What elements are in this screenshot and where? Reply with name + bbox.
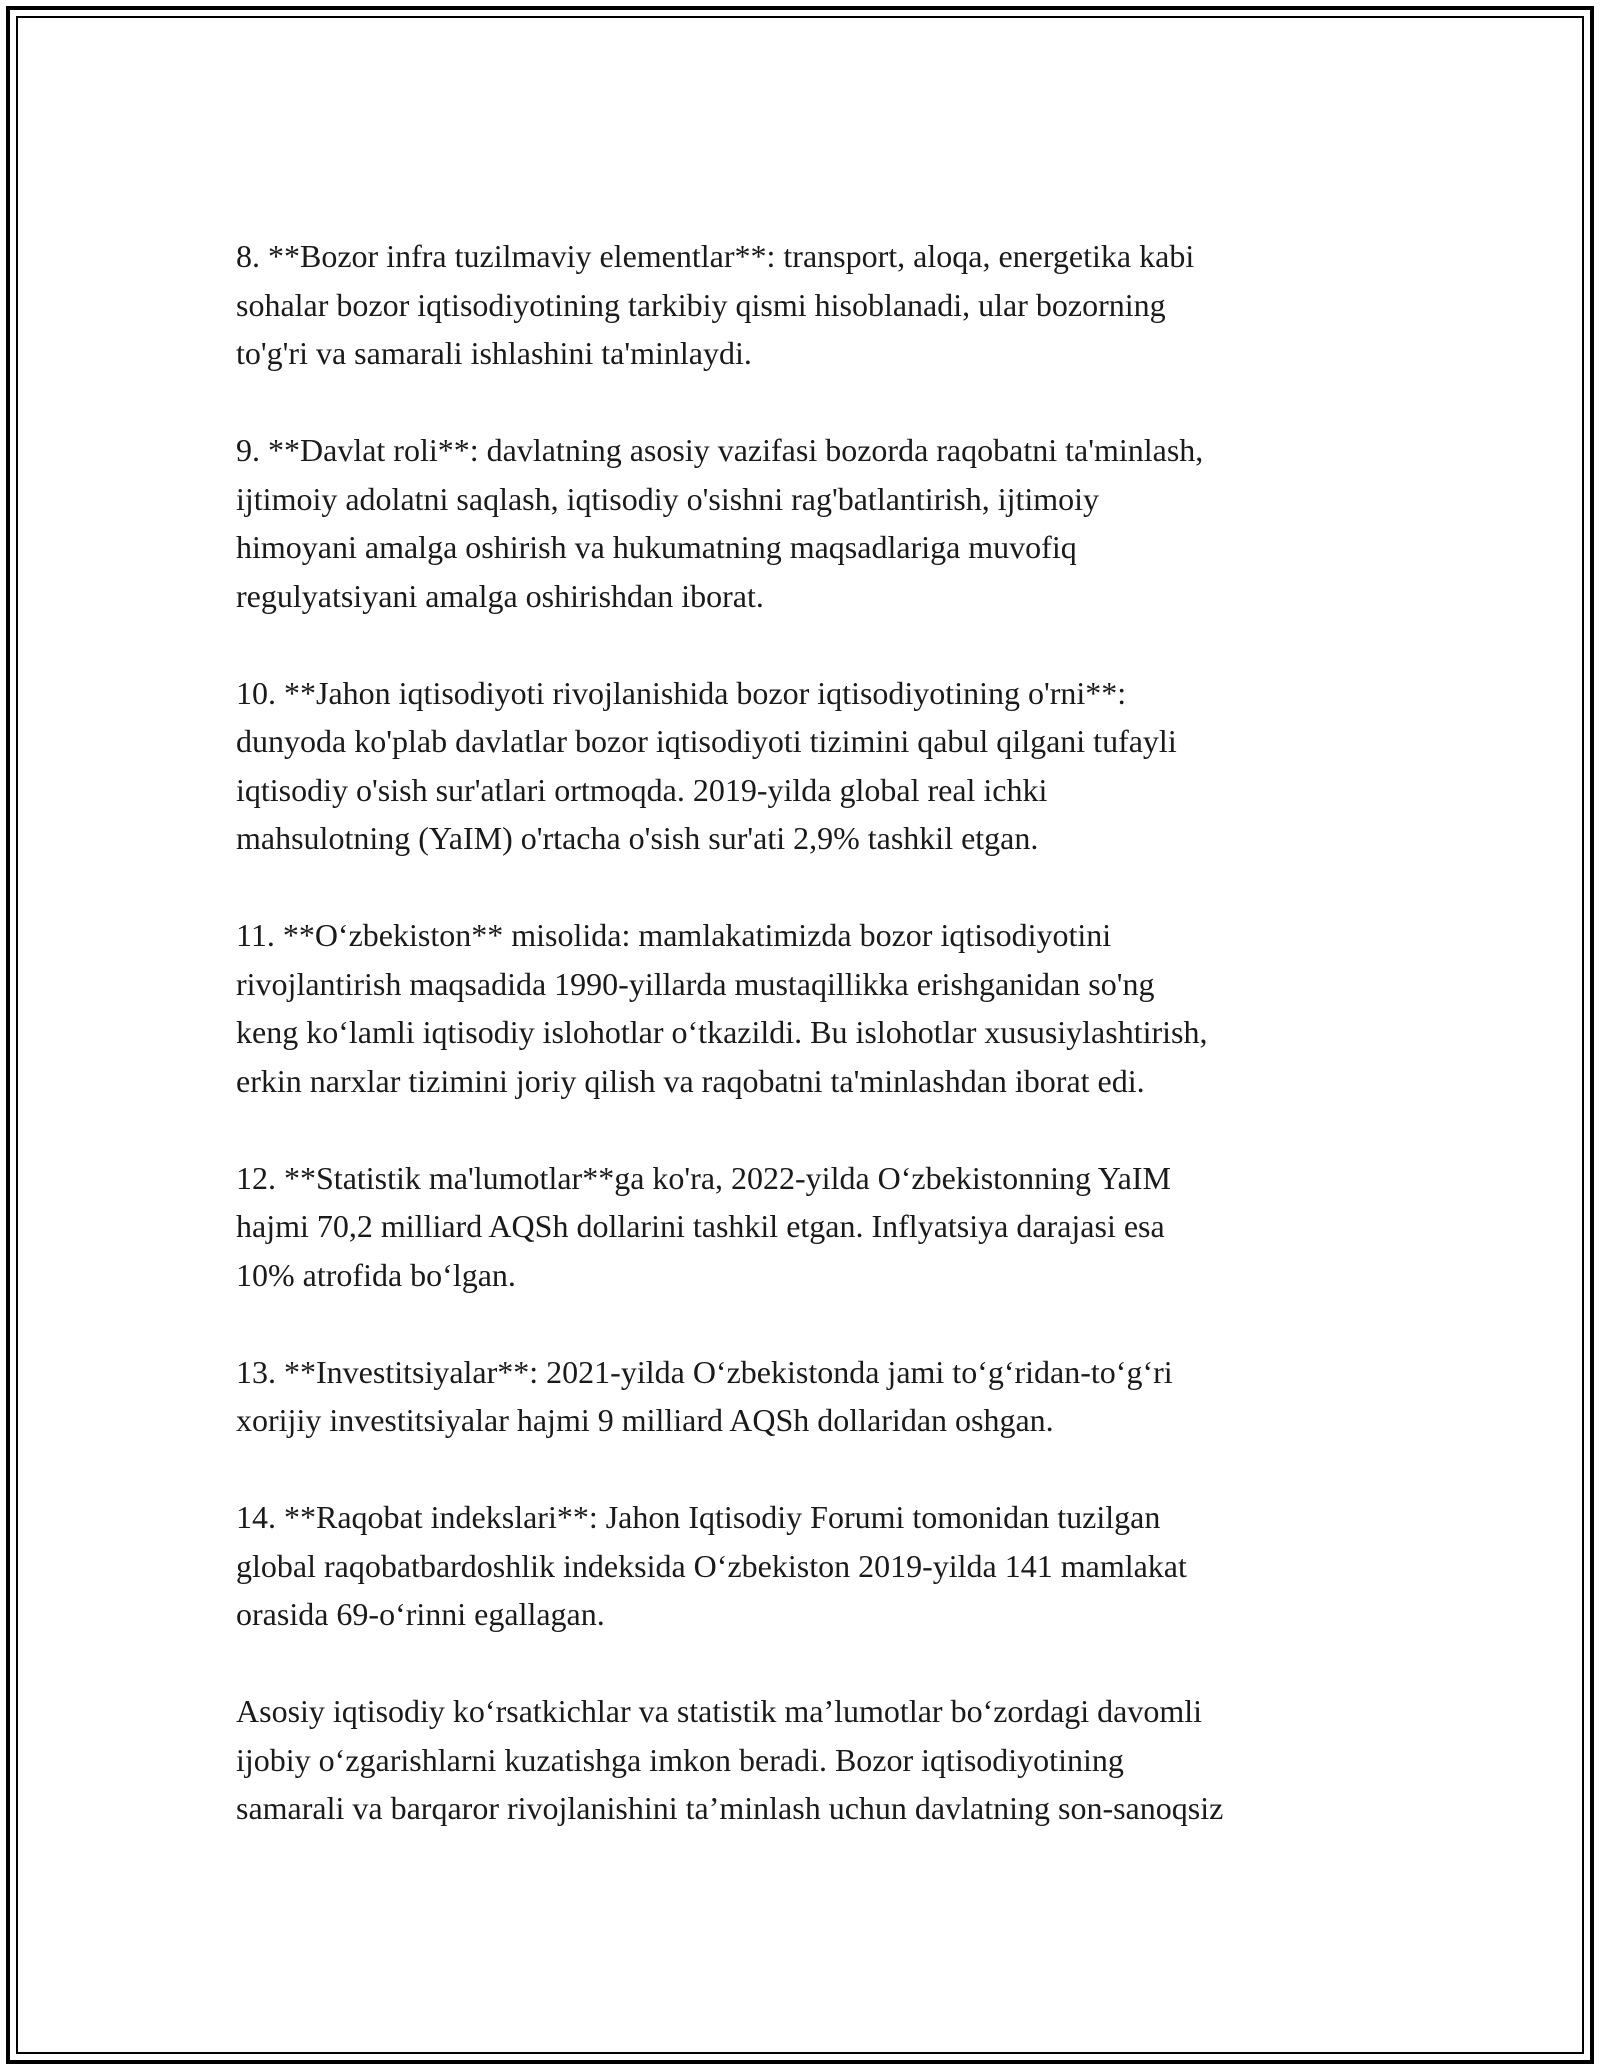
text-line: 9. **Davlat roli**: davlatning asosiy vazifasi bozorda raqobatni ta'minlash, xyxy=(236,432,1204,468)
text-line: to'g'ri va samarali ishlashini ta'minlaydi. xyxy=(236,335,752,371)
text-line: xorijiy investitsiyalar hajmi 9 milliard AQSh dollaridan oshgan. xyxy=(236,1402,1054,1438)
document-body xyxy=(236,232,1386,1833)
text-line: ijtimoiy adolatni saqlash, iqtisodiy o'sishni rag'batlantirish, ijtimoiy xyxy=(236,480,1100,517)
text-line: sohalar bozor iqtisodiyotining tarkibiy qismi hisoblanadi, ular bozorning xyxy=(236,286,1166,323)
text-line: 10. **Jahon iqtisodiyoti rivojlanishida bozor iqtisodiyotining o'rni**: xyxy=(236,674,1127,711)
text-line: rivojlantirish maqsadida 1990-yillarda mustaqillikka erishganidan so'ng xyxy=(236,965,1155,1002)
text-line: regulyatsiyani amalga oshirishdan iborat. xyxy=(236,577,764,614)
text-line: iqtisodiy o'sish sur'atlari ortmoqda. 2019-yilda global real ichki xyxy=(236,771,1048,808)
text-line: himoyani amalga oshirish va hukumatning maqsadlariga muvofiq xyxy=(236,529,1077,565)
paragraph-item-12 xyxy=(236,1154,1386,1300)
paragraph-item-14 xyxy=(236,1493,1386,1639)
text-line: hajmi 70,2 milliard AQSh dollarini tashkil etgan. Inflyatsiya darajasi esa xyxy=(236,1208,1165,1244)
text-line: 12. **Statistik ma'lumotlar**ga ko'ra, 2022-yilda O‘zbekistonning YaIM xyxy=(236,1159,1171,1196)
text-line: 11. **O‘zbekiston** misolida: mamlakatimizda bozor iqtisodiyotini xyxy=(236,917,1112,953)
paragraph-item-8 xyxy=(236,232,1386,378)
paragraph-item-13 xyxy=(236,1348,1386,1445)
text-line: dunyoda ko'plab davlatlar bozor iqtisodiyoti tizimini qabul qilgani tufayli xyxy=(236,723,1177,759)
paragraph-item-9 xyxy=(236,426,1386,620)
paragraph-item-10 xyxy=(236,669,1386,863)
paragraph-item-11 xyxy=(236,911,1386,1105)
text-line: 13. **Investitsiyalar**: 2021-yilda O‘zbekistonda jami to‘g‘ridan-to‘g‘ri xyxy=(236,1353,1173,1390)
text-line: global raqobatbardoshlik indeksida O‘zbekiston 2019-yilda 141 mamlakat xyxy=(236,1547,1187,1584)
text-line: 14. **Raqobat indekslari**: Jahon Iqtisodiy Forumi tomonidan tuzilgan xyxy=(236,1499,1161,1535)
text-line: 8. **Bozor infra tuzilmaviy elementlar**: transport, aloqa, energetika kabi xyxy=(236,238,1195,274)
text-line: erkin narxlar tizimini joriy qilish va raqobatni ta'minlashdan iborat edi. xyxy=(236,1062,1145,1099)
text-line: orasida 69-o‘rinni egallagan. xyxy=(236,1596,605,1632)
paragraph-summary xyxy=(236,1687,1386,1833)
text-line: Asosiy iqtisodiy ko‘rsatkichlar va statistik ma’lumotlar bo‘zordagi davomli xyxy=(236,1693,1203,1729)
text-line: mahsulotning (YaIM) o'rtacha o'sish sur'ati 2,9% tashkil etgan. xyxy=(236,820,1039,856)
text-line: keng ko‘lamli iqtisodiy islohotlar o‘tkazildi. Bu islohotlar xususiylashtirish, xyxy=(236,1014,1208,1050)
text-line: ijobiy o‘zgarishlarni kuzatishga imkon beradi. Bozor iqtisodiyotining xyxy=(236,1741,1124,1778)
text-line: samarali va barqaror rivojlanishini ta’minlash uchun davlatning son-sanoqsiz xyxy=(236,1790,1224,1826)
text-line: 10% atrofida bo‘lgan. xyxy=(236,1256,516,1293)
